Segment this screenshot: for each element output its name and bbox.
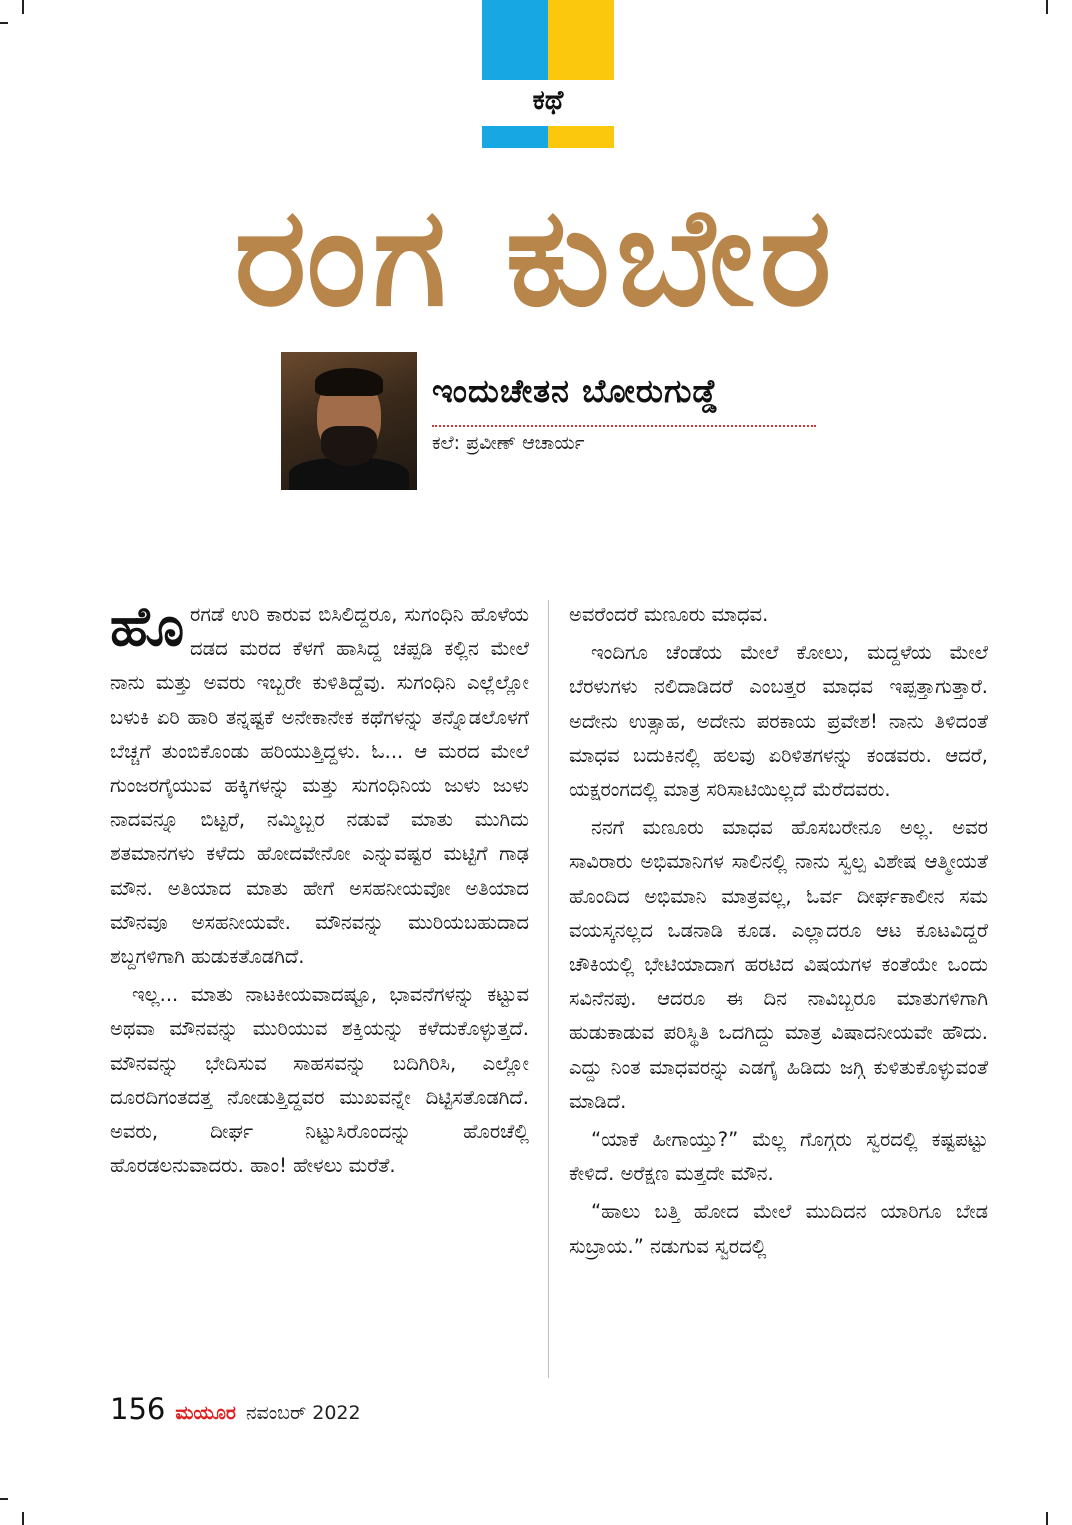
paragraph: “ಹಾಲು ಬತ್ತಿ ಹೋದ ಮೇಲೆ ಮುದಿದನ ಯಾರಿಗೂ ಬೇಡ ಸುಬ್ರಾಯ.” ನಡುಗುವ ಸ್ವರದಲ್ಲಿ xyxy=(569,1200,988,1258)
author-name: ಇಂದುಚೇತನ ಬೋರುಗುಡ್ಡೆ xyxy=(432,372,719,410)
crop-mark-top-left-h xyxy=(0,22,8,24)
badge-blue-strip xyxy=(482,126,548,148)
column-divider xyxy=(548,600,549,1378)
paragraph xyxy=(110,595,529,974)
page-footer xyxy=(110,1392,361,1432)
body-column-1 xyxy=(110,595,529,1187)
photo-hair xyxy=(315,368,383,396)
author-photo xyxy=(281,352,417,490)
paragraph: ಇಂದಿಗೂ ಚೆಂಡೆಯ ಮೇಲೆ ಕೋಲು, ಮದ್ದಳೆಯ ಮೇಲೆ ಬೆರಳುಗಳು ನಲಿದಾಡಿದರೆ ಎಂಬತ್ತರ ಮಾಧವ ಇಪ್ಪತ್ತಾಗುತ್ತಾರೆ. ಅದೇನು ಉತ್ಸಾಹ, ಅದೇನು ಪರಕಾಯ ಪ್ರವೇಶ! ನಾನು ತಿಳಿದಂತೆ ಮಾಧವ ಬದುಕಿನಲ್ಲಿ ಹಲವು ಏರಿಳಿತಗಳನ್ನು ಕಂಡವರು. ಆದರೆ, ಯಕ್ಷರಂಗದಲ್ಲಿ ಮಾತ್ರ ಸರಿಸಾಟಿಯಿಲ್ಲದೆ ಮೆರೆದವರು. xyxy=(569,641,988,802)
drop-cap: ಹೊ xyxy=(110,595,185,658)
paragraph: ಇಲ್ಲ... ಮಾತು ನಾಟಕೀಯವಾದಷ್ಟೂ, ಭಾವನೆಗಳನ್ನು ಕಟ್ಟುವ ಅಥವಾ ಮೌನವನ್ನು ಮುರಿಯುವ ಶಕ್ತಿಯನ್ನು ಕಳೆದುಕೊಳ್ಳುತ್ತದೆ. ಮೌನವನ್ನು ಭೇದಿಸುವ ಸಾಹಸವನ್ನು ಬದಿಗಿರಿಸಿ, ಎಲ್ಲೋ ದೂರದಿಗಂತದತ್ತ ನೋಡುತ್ತಿದ್ದವರ ಮುಖವನ್ನೇ ದಿಟ್ಟಿಸತೊಡಗಿದೆ. ಅವರು, ದೀರ್ಘ ನಿಟ್ಟುಸಿರೊಂದನ್ನು ಹೊರಚೆಲ್ಲಿ ಹೊರಡಲನುವಾದರು. ಹಾಂ! ಹೇಳಲು ಮರೆತೆ. xyxy=(110,983,529,1178)
paragraph: “ಯಾಕೆ ಹೀಗಾಯ್ತು?” ಮೆಲ್ಲ ಗೊಗ್ಗರು ಸ್ವರದಲ್ಲಿ ಕಷ್ಟಪಟ್ಟು ಕೇಳಿದೆ. ಅರೆಕ್ಷಣ ಮತ್ತದೇ ಮೌನ. xyxy=(569,1128,988,1186)
paragraph: ಅವರೆಂದರೆ ಮಣೂರು ಮಾಧವ. xyxy=(569,603,769,626)
page-number: 156 xyxy=(110,1392,166,1426)
crop-mark-top-right xyxy=(1046,0,1048,14)
category-badge xyxy=(482,0,614,148)
magazine-logo: ಮಯೂರ xyxy=(175,1402,236,1424)
photo-beard xyxy=(321,426,377,466)
paragraph: ನನಗೆ ಮಣೂರು ಮಾಧವ ಹೊಸಬರೇನೂ ಅಲ್ಲ. ಅವರ ಸಾವಿರಾರು ಅಭಿಮಾನಿಗಳ ಸಾಲಿನಲ್ಲಿ ನಾನು ಸ್ವಲ್ಪ ವಿಶೇಷ ಆತ್ಮೀಯತೆ ಹೊಂದಿದ ಅಭಿಮಾನಿ ಮಾತ್ರವಲ್ಲ, ಓರ್ವ ದೀರ್ಘಕಾಲೀನ ಸಮ ವಯಸ್ಕನಲ್ಲದ ಒಡನಾಡಿ ಕೂಡ. ಎಲ್ಲಾದರೂ ಆಟ ಕೂಟವಿದ್ದರೆ ಚೌಕಿಯಲ್ಲಿ ಭೇಟಿಯಾದಾಗ ಹರಟಿದ ವಿಷಯಗಳ ಕಂತೆಯೇ ಒಂದು ಸವಿನೆನಪು. ಆದರೂ ಈ ದಿನ ನಾವಿಬ್ಬರೂ ಮಾತುಗಳಿಗಾಗಿ ಹುಡುಕಾಡುವ ಪರಿಸ್ಥಿತಿ ಒದಗಿದ್ದು ಮಾತ್ರ ವಿಷಾದನೀಯವೇ ಹೌದು. ಎದ್ದು ನಿಂತ ಮಾಧವರನ್ನು ಎಡಗೈ ಹಿಡಿದು ಜಗ್ಗಿ ಕುಳಿತುಕೊಳ್ಳುವಂತೆ ಮಾಡಿದೆ. xyxy=(569,816,988,1113)
badge-blue-block xyxy=(482,0,548,80)
author-underline xyxy=(432,425,816,427)
issue-date: ನವಂಬರ್ 2022 xyxy=(245,1402,361,1424)
crop-mark-bottom-left xyxy=(22,1512,24,1525)
crop-mark-top-left xyxy=(22,0,24,14)
crop-mark-bottom-right xyxy=(1046,1512,1048,1525)
story-title: ರಂಗ ಕುಬೇರ xyxy=(234,179,838,337)
badge-yellow-strip xyxy=(548,126,614,148)
badge-yellow-block xyxy=(548,0,614,80)
body-column-2 xyxy=(569,598,988,1268)
crop-mark-bottom-left-h xyxy=(0,1498,8,1500)
art-credit: ಕಲೆ: ಪ್ರವೀಣ್ ಆಚಾರ್ಯ xyxy=(432,432,585,454)
paragraph-text: ರಗಡೆ ಉರಿ ಕಾರುವ ಬಿಸಿಲಿದ್ದರೂ, ಸುಗಂಧಿನಿ ಹೊಳೆಯ ದಡದ ಮರದ ಕೆಳಗೆ ಹಾಸಿದ್ದ ಚಪ್ಪಡಿ ಕಲ್ಲಿನ ಮೇಲೆ ನಾನು ಮತ್ತು ಅವರು ಇಬ್ಬರೇ ಕುಳಿತಿದ್ದೆವು. ಸುಗಂಧಿನಿ ಎಲ್ಲೆಲ್ಲೋ ಬಳುಕಿ ಏರಿ ಹಾರಿ ತನ್ನಷ್ಟಕೆ ಅನೇಕಾನೇಕ ಕಥೆಗಳನ್ನು ತನ್ನೊಡಲೊಳಗೆ ಬೆಚ್ಚಗೆ ತುಂಬಿಕೊಂಡು ಹರಿಯುತ್ತಿದ್ದಳು. ಓ... ಆ ಮರದ ಮೇಲೆ ಗುಂಜರಗೈಯುವ ಹಕ್ಕಿಗಳನ್ನು ಮತ್ತು ಸುಗಂಧಿನಿಯ ಜುಳು ಜುಳು ನಾದವನ್ನೂ ಬಿಟ್ಟರೆ, ನಮ್ಮಿಬ್ಬರ ನಡುವೆ ಮಾತು ಮುಗಿದು ಶತಮಾನಗಳು ಕಳೆದು ಹೋದವೇನೋ ಎನ್ನುವಷ್ಟರ ಮಟ್ಟಿಗೆ ಗಾಢ ಮೌನ. ಅತಿಯಾದ ಮಾತು ಹೇಗೆ ಅಸಹನೀಯವೋ ಅತಿಯಾದ ಮೌನವೂ ಅಸಹನೀಯವೇ. ಮೌನವನ್ನು ಮುರಿಯಬಹುದಾದ ಶಬ್ದಗಳಿಗಾಗಿ ಹುಡುಕತೊಡಗಿದೆ. xyxy=(110,603,529,969)
category-label: ಕಥೆ xyxy=(532,85,564,116)
